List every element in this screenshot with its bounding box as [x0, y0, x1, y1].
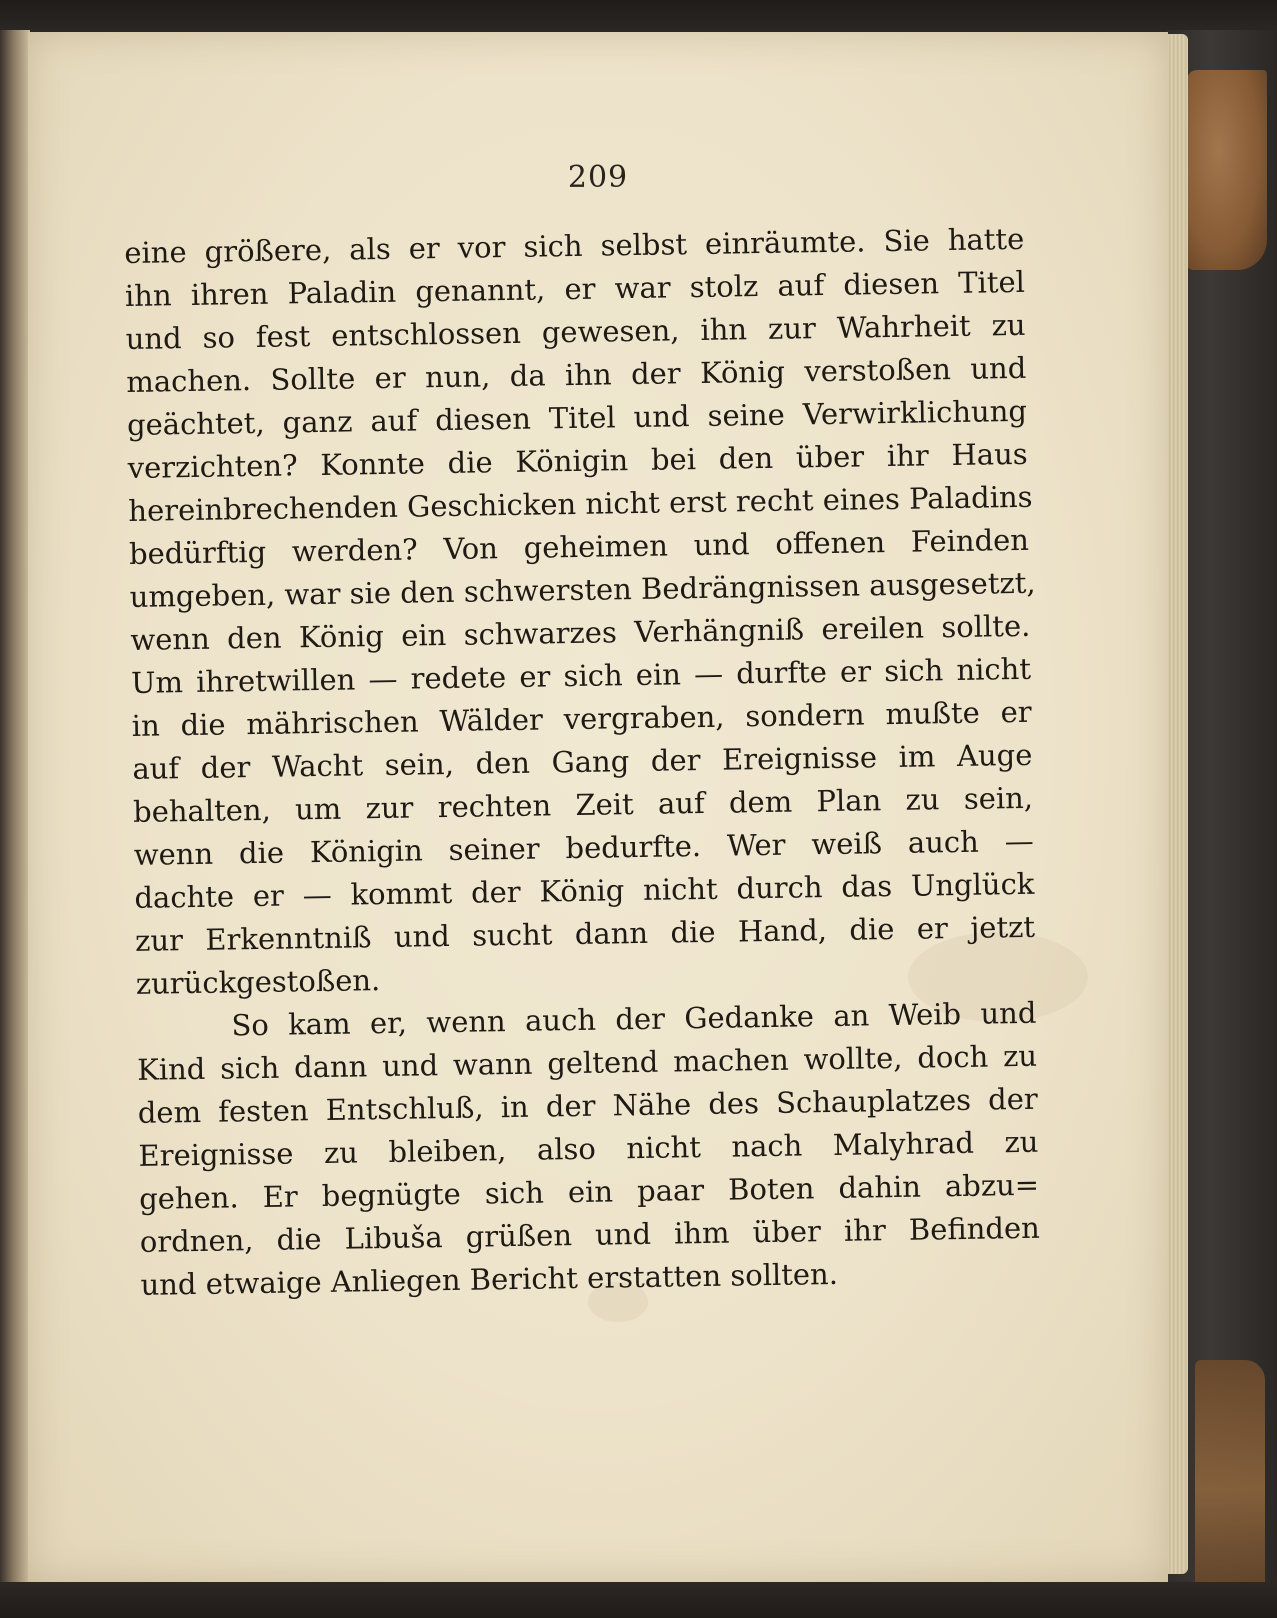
text-line: Um ihretwillen — redete er sich ein — durfte er sich nicht — [130, 651, 1032, 700]
leather-corner-bottom — [1195, 1360, 1265, 1618]
text-line: So kam er, wenn auch der Gedanke an Weib und — [231, 995, 1037, 1043]
text-line: zur Erkenntniß und sucht dann die Hand, die er jetzt — [134, 909, 1036, 958]
text-line: geächtet, ganz auf diesen Titel und seine Verwirklichung — [126, 393, 1028, 442]
text-line: wenn die Königin seiner bedurfte. Wer weiß auch — — [133, 823, 1034, 872]
text-line: auf der Wacht sein, den Gang der Ereignisse im Auge — [132, 737, 1033, 786]
text-line: eine größere, als er vor sich selbst einräumte. Sie hatte — [124, 221, 1025, 270]
leather-corner-top — [1187, 70, 1267, 270]
page-number: 209 — [567, 160, 629, 195]
body-text — [124, 218, 1041, 1307]
text-line: hereinbrechenden Geschicken nicht erst recht eines Paladins — [128, 479, 1033, 528]
text-line: wenn den König ein schwarzes Verhängniß ereilen sollte. — [130, 608, 1031, 657]
text-line: Kind sich dann und wann geltend machen wollte, doch zu — [136, 1038, 1038, 1087]
text-line: umgeben, war sie den schwersten Bedrängnissen ausgesetzt, — [129, 565, 1036, 614]
text-line: Ereignisse zu bleiben, also nicht nach Malyhrad zu — [138, 1124, 1039, 1173]
text-line: behalten, um zur rechten Zeit auf dem Plan zu sein, — [132, 780, 1034, 829]
text-line: gehen. Er begnügte sich ein paar Boten dahin abzu= — [138, 1167, 1040, 1216]
paragraph-1 — [124, 218, 1036, 1006]
text-line: dachte er — kommt der König nicht durch das Unglück — [134, 866, 1035, 915]
text-line: und so fest entschlossen gewesen, ihn zur Wahrheit zu — [125, 307, 1026, 356]
text-line: machen. Sollte er nun, da ihn der König verstoßen und — [126, 350, 1027, 399]
text-line: und etwaige Anliegen Bericht erstatten sollten. — [140, 1256, 839, 1302]
text-line: ihn ihren Paladin genannt, er war stolz auf diesen Titel — [124, 264, 1026, 313]
book-page — [28, 32, 1168, 1582]
text-line: zurückgestoßen. — [135, 963, 381, 1001]
text-line: bedürftig werden? Von geheimen und offenen Feinden — [128, 522, 1030, 571]
text-line: dem festen Entschluß, in der Nähe des Schauplatzes der — [137, 1081, 1038, 1130]
book-binding — [0, 30, 30, 1618]
text-line: in die mährischen Wälder vergraben, sondern mußte er — [131, 694, 1032, 743]
text-line: ordnen, die Libuša grüßen und ihm über ihr Befinden — [139, 1210, 1041, 1259]
paragraph-2 — [136, 992, 1041, 1307]
text-line: verzichten? Konnte die Königin bei den über ihr Haus — [127, 436, 1028, 485]
book-cover-bottom — [0, 1582, 1277, 1618]
